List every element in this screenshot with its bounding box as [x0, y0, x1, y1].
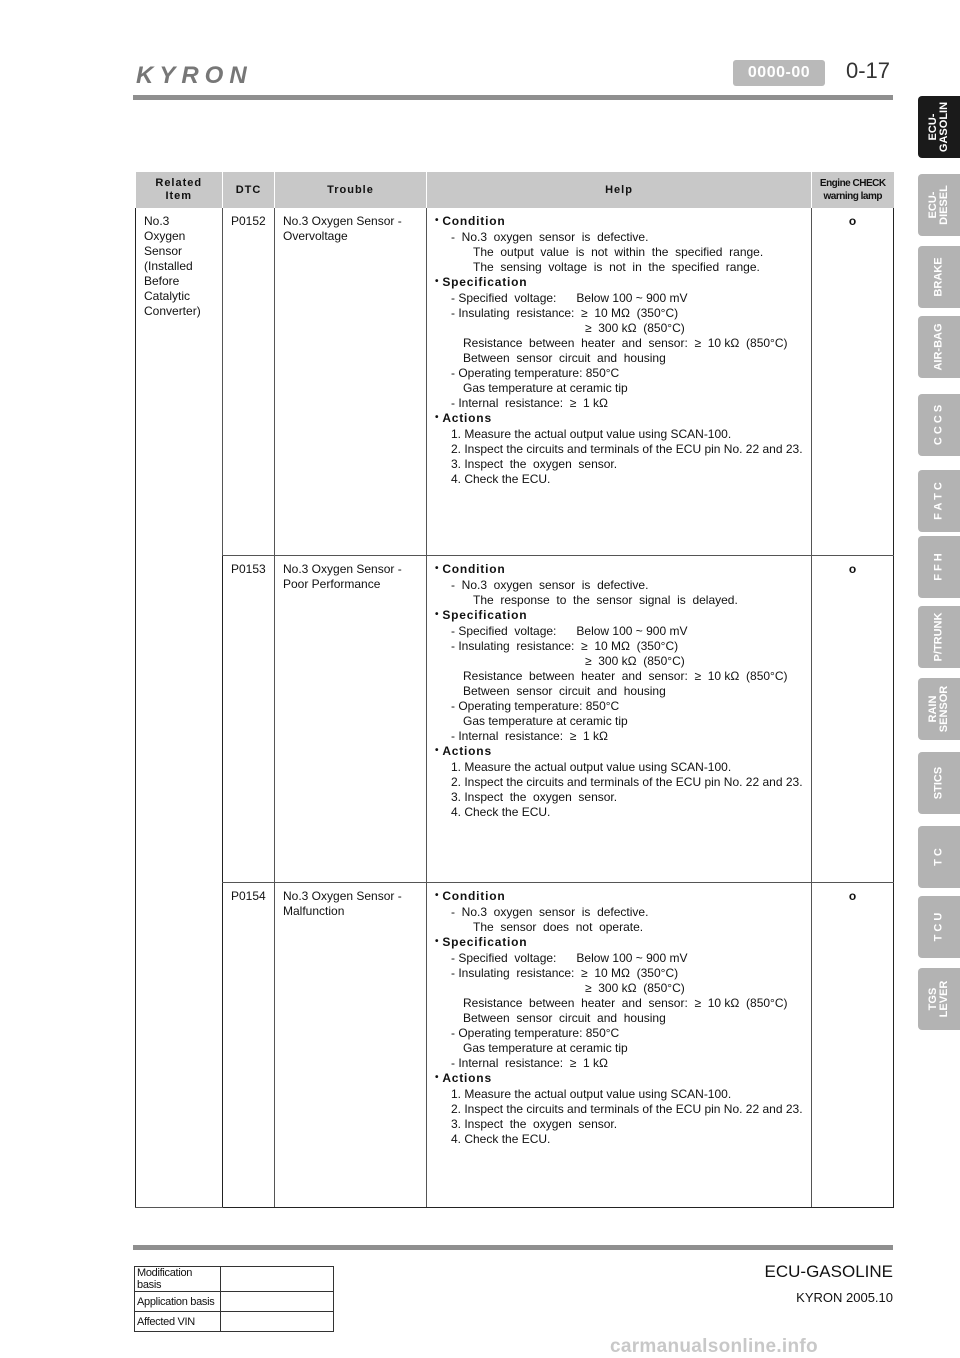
dtc-cell	[223, 208, 275, 555]
kyron-logo	[132, 62, 282, 88]
trouble-cell	[275, 208, 427, 555]
tab-label: STICS	[932, 766, 945, 800]
tab-tgs-lever[interactable]	[918, 968, 960, 1030]
help-cell	[427, 882, 812, 1207]
actions-heading: • Actions	[435, 1071, 803, 1087]
specification-line: - Specified voltage: Below 100 ~ 900 mV	[451, 291, 688, 305]
trouble-text: No.3 Oxygen Sensor - Poor Performance	[283, 561, 402, 591]
tab-rain-sensor[interactable]	[918, 678, 960, 740]
action-line: 3. Inspect the oxygen sensor.	[451, 457, 618, 471]
specification-line: Gas temperature at ceramic tip	[463, 381, 628, 395]
warning-lamp-mark: o	[848, 561, 857, 576]
warning-lamp-cell	[812, 555, 894, 882]
header-related-item: Related Item	[136, 172, 223, 208]
dtc-cell	[223, 882, 275, 1207]
header-rule	[133, 95, 893, 100]
header-engine-lamp: Engine CHECK warning lamp	[812, 172, 894, 208]
specification-line: Resistance between heater and sensor: ≥ 10 kΩ (850°C)	[463, 995, 788, 1010]
specification-line: Resistance between heater and sensor: ≥ 10 kΩ (850°C)	[463, 668, 788, 683]
tab-stics[interactable]	[918, 752, 960, 814]
action-line: 2. Inspect the circuits and terminals of the ECU pin No. 22 and 23.	[451, 774, 803, 789]
dtc-table	[135, 172, 894, 1208]
tab-label: T C U	[932, 912, 945, 942]
tab-air-bag[interactable]	[918, 316, 960, 378]
dtc-cell	[223, 555, 275, 882]
specification-line: - Operating temperature: 850°C	[451, 366, 620, 380]
specification-line: - Specified voltage: Below 100 ~ 900 mV	[451, 623, 688, 638]
action-line: 3. Inspect the oxygen sensor.	[451, 1116, 618, 1131]
mod-label: Affected VIN	[135, 1312, 221, 1332]
dtc-code: P0154	[231, 888, 266, 903]
tab-label: F F H	[932, 553, 945, 581]
tab-label: BRAKE	[932, 257, 945, 297]
section-code-badge: 0000-00	[733, 60, 825, 86]
specification-line: - Internal resistance: ≥ 1 kΩ	[451, 728, 608, 743]
related-item-text: No.3 Oxygen Sensor (Installed Before Catalytic Converter)	[144, 214, 201, 318]
mod-row	[135, 1312, 334, 1332]
action-line: 4. Check the ECU.	[451, 472, 551, 486]
condition-line: The response to the sensor signal is delayed.	[473, 592, 738, 607]
watermark: carmanualsonline.info	[610, 1336, 818, 1357]
condition-line: - No.3 oxygen sensor is defective.	[451, 230, 649, 244]
action-line: 2. Inspect the circuits and terminals of the ECU pin No. 22 and 23.	[451, 442, 803, 456]
specification-line: - Specified voltage: Below 100 ~ 900 mV	[451, 950, 688, 965]
tab-label: ECU- GASOLIN	[927, 101, 950, 153]
specification-line: - Insulating resistance: ≥ 10 MΩ (350°C)	[451, 965, 679, 980]
header-dtc: DTC	[223, 172, 275, 208]
specification-line: Gas temperature at ceramic tip	[463, 1040, 628, 1055]
tab-p-trunk[interactable]	[918, 606, 960, 668]
condition-line: - No.3 oxygen sensor is defective.	[451, 904, 649, 919]
footer-title: ECU-GASOLINE	[764, 1262, 893, 1281]
mod-label: Modification basis	[135, 1267, 221, 1292]
mod-value	[221, 1267, 334, 1292]
tab-label: C C C S	[932, 404, 945, 446]
specification-line: - Insulating resistance: ≥ 10 MΩ (350°C)	[451, 638, 679, 653]
logo-text: KYRON	[136, 62, 253, 88]
help-cell	[427, 555, 812, 882]
action-line: 2. Inspect the circuits and terminals of the ECU pin No. 22 and 23.	[451, 1101, 803, 1116]
specification-line: Resistance between heater and sensor: ≥ 10 kΩ (850°C)	[463, 336, 788, 350]
modification-table	[134, 1266, 334, 1332]
warning-lamp-mark: o	[848, 214, 857, 228]
specification-line: ≥ 300 kΩ (850°C)	[585, 321, 685, 335]
tab-label: RAIN SENSOR	[927, 685, 950, 733]
tab-label: ECU- DIESEL	[927, 185, 950, 225]
trouble-text: No.3 Oxygen Sensor - Malfunction	[283, 888, 402, 918]
trouble-text: No.3 Oxygen Sensor - Overvoltage	[283, 214, 402, 243]
tab-f-f-h[interactable]	[918, 536, 960, 598]
mod-value	[221, 1292, 334, 1312]
actions-heading: • Actions	[435, 411, 803, 427]
footer-rule	[133, 1245, 893, 1250]
specification-line: - Insulating resistance: ≥ 10 MΩ (350°C)	[451, 306, 679, 320]
tab-label: P/TRUNK	[932, 612, 945, 662]
table-row	[136, 208, 894, 555]
dtc-code: P0153	[231, 561, 266, 576]
specification-line: - Internal resistance: ≥ 1 kΩ	[451, 396, 608, 410]
actions-heading: • Actions	[435, 744, 803, 760]
tab-c-c-c-s[interactable]	[918, 394, 960, 456]
table-row	[136, 882, 894, 1207]
specification-line: - Internal resistance: ≥ 1 kΩ	[451, 1055, 608, 1070]
specification-line: Between sensor circuit and housing	[463, 351, 666, 365]
specification-line: Between sensor circuit and housing	[463, 683, 666, 698]
action-line: 1. Measure the actual output value using SCAN-100.	[451, 759, 732, 774]
table-row	[136, 555, 894, 882]
condition-line: The output value is not within the specified range.	[473, 245, 764, 259]
trouble-cell	[275, 555, 427, 882]
specification-line: - Operating temperature: 850°C	[451, 698, 620, 713]
header-trouble: Trouble	[275, 172, 427, 208]
condition-heading: • Condition	[435, 562, 803, 578]
specification-line: Gas temperature at ceramic tip	[463, 713, 628, 728]
tab-ecu-diesel[interactable]	[918, 174, 960, 236]
condition-line: - No.3 oxygen sensor is defective.	[451, 577, 649, 592]
tab-label: AIR-BAG	[932, 323, 945, 371]
condition-line: The sensing voltage is not in the specified range.	[473, 260, 760, 274]
footer-subtitle: KYRON 2005.10	[796, 1290, 893, 1305]
specification-heading: • Specification	[435, 608, 803, 624]
help-cell	[427, 208, 812, 555]
specification-line: - Operating temperature: 850°C	[451, 1025, 620, 1040]
related-item-cell	[136, 208, 223, 1207]
trouble-cell	[275, 882, 427, 1207]
action-line: 4. Check the ECU.	[451, 804, 551, 819]
specification-heading: • Specification	[435, 935, 803, 951]
page-number: 0-17	[846, 58, 891, 83]
condition-heading: • Condition	[435, 889, 803, 905]
warning-lamp-cell	[812, 208, 894, 555]
table-header-row	[136, 172, 894, 208]
dtc-code: P0152	[231, 214, 266, 228]
specification-line: Between sensor circuit and housing	[463, 1010, 666, 1025]
mod-value	[221, 1312, 334, 1332]
header-help: Help	[427, 172, 812, 208]
tab-ecu-gasolin[interactable]	[918, 96, 960, 158]
tab-brake[interactable]	[918, 246, 960, 308]
warning-lamp-cell	[812, 882, 894, 1207]
specification-heading: • Specification	[435, 275, 803, 291]
action-line: 4. Check the ECU.	[451, 1131, 551, 1146]
warning-lamp-mark: o	[848, 888, 857, 903]
condition-heading: • Condition	[435, 214, 803, 230]
tab-f-a-t-c[interactable]	[918, 470, 960, 532]
tab-label: TGS LEVER	[927, 980, 950, 1018]
specification-line: ≥ 300 kΩ (850°C)	[585, 980, 685, 995]
tab-label: T C	[932, 848, 945, 866]
mod-row	[135, 1292, 334, 1312]
tab-t-c-u[interactable]	[918, 896, 960, 958]
action-line: 1. Measure the actual output value using SCAN-100.	[451, 1086, 732, 1101]
action-line: 1. Measure the actual output value using SCAN-100.	[451, 427, 732, 441]
specification-line: ≥ 300 kΩ (850°C)	[585, 653, 685, 668]
mod-label: Application basis	[135, 1292, 221, 1312]
action-line: 3. Inspect the oxygen sensor.	[451, 789, 618, 804]
mod-row	[135, 1267, 334, 1292]
condition-line: The sensor does not operate.	[473, 919, 644, 934]
tab-label: F A T C	[932, 482, 945, 520]
tab-t-c[interactable]	[918, 826, 960, 888]
